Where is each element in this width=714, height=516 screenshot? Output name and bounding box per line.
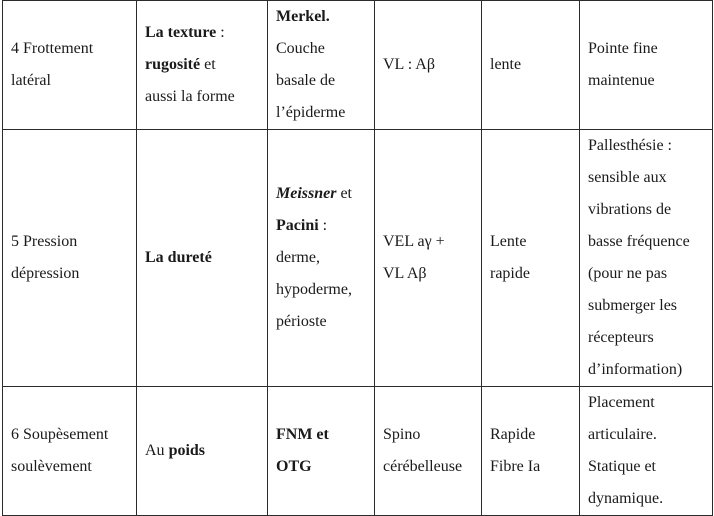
table-cell-col1 [3, 387, 137, 516]
cell-line: Lente [490, 233, 527, 250]
cell-line: Fibre Ia [490, 458, 541, 475]
table-cell-col1 [3, 1, 137, 130]
table-cell-col5 [482, 1, 580, 130]
cell-text: l’épiderme [276, 104, 346, 121]
cell-line: maintenue [588, 72, 655, 89]
table-cell-col3 [268, 130, 375, 387]
cell-line: récepteurs [588, 329, 654, 346]
cell-text: derme, [276, 249, 320, 266]
cell-line: 4 Frottement [11, 40, 94, 57]
cell-bold-text: FNM et [276, 426, 329, 443]
table-cell-col6 [580, 1, 713, 130]
cell-line: 5 Pression [11, 233, 78, 250]
cell-line: sensible aux [588, 169, 667, 186]
table-cell-col3 [268, 1, 375, 130]
cell-text: et [200, 56, 216, 73]
cell-line: VL : Aβ [383, 56, 435, 73]
table-cell-col4 [375, 1, 482, 130]
cell-line: Pallesthésie : [588, 137, 672, 154]
table-cell-col5 [482, 130, 580, 387]
table-row [3, 1, 713, 130]
table-cell-col2 [137, 387, 268, 516]
cell-line: d’information) [588, 361, 683, 378]
cell-text: aussi la forme [145, 88, 235, 105]
cell-text: hypoderme, [276, 281, 352, 298]
sensory-table [2, 0, 713, 516]
cell-text: et [336, 185, 352, 202]
cell-line: basse fréquence [588, 233, 690, 250]
table-cell-col6 [580, 130, 713, 387]
cell-line: submerger les [588, 297, 678, 314]
cell-text: Au [145, 442, 169, 459]
cell-bold-text: Merkel. [276, 8, 330, 25]
cell-line: dépression [11, 265, 80, 282]
cell-text: basale de [276, 72, 336, 89]
cell-line: (pour ne pas [588, 265, 668, 282]
cell-line: vibrations de [588, 201, 672, 218]
cell-line: dynamique. [588, 490, 664, 507]
cell-bold-text: Pacini [276, 217, 319, 234]
table-cell-col2 [137, 130, 268, 387]
cell-line: lente [490, 56, 522, 73]
cell-line: rapide [490, 265, 530, 282]
cell-line: soulèvement [11, 458, 92, 475]
table-cell-col6 [580, 387, 713, 516]
cell-line: VL Aβ [383, 265, 427, 282]
cell-bold-text: OTG [276, 458, 312, 475]
cell-line: latéral [11, 72, 51, 89]
table-cell-col3 [268, 387, 375, 516]
cell-bold-text: La texture [145, 24, 217, 41]
cell-line: Pointe fine [588, 40, 658, 57]
cell-line: Placement [588, 394, 655, 411]
cell-bold-text: Meissner [276, 185, 337, 202]
table-cell-col2 [137, 1, 268, 130]
table-cell-col4 [375, 130, 482, 387]
cell-line: Rapide [490, 426, 536, 443]
cell-bold-text: rugosité [145, 56, 201, 73]
cell-line: 6 Soupèsement [11, 426, 109, 443]
cell-line: articulaire. [588, 426, 657, 443]
table-body [3, 1, 713, 516]
cell-line: Spino [383, 426, 421, 443]
table-cell-col4 [375, 387, 482, 516]
table-row [3, 130, 713, 387]
cell-bold-text: poids [168, 442, 206, 459]
cell-bold-text: La dureté [145, 249, 212, 266]
cell-text: : [216, 24, 225, 41]
table-row [3, 387, 713, 516]
table-cell-col1 [3, 130, 137, 387]
cell-text: périoste [276, 313, 327, 330]
cell-text: Couche [276, 40, 325, 57]
cell-line: VEL aγ + [383, 233, 445, 250]
table-cell-col5 [482, 387, 580, 516]
cell-line: cérébelleuse [383, 458, 463, 475]
cell-text: : [318, 217, 328, 234]
cell-line: Statique et [588, 458, 656, 475]
